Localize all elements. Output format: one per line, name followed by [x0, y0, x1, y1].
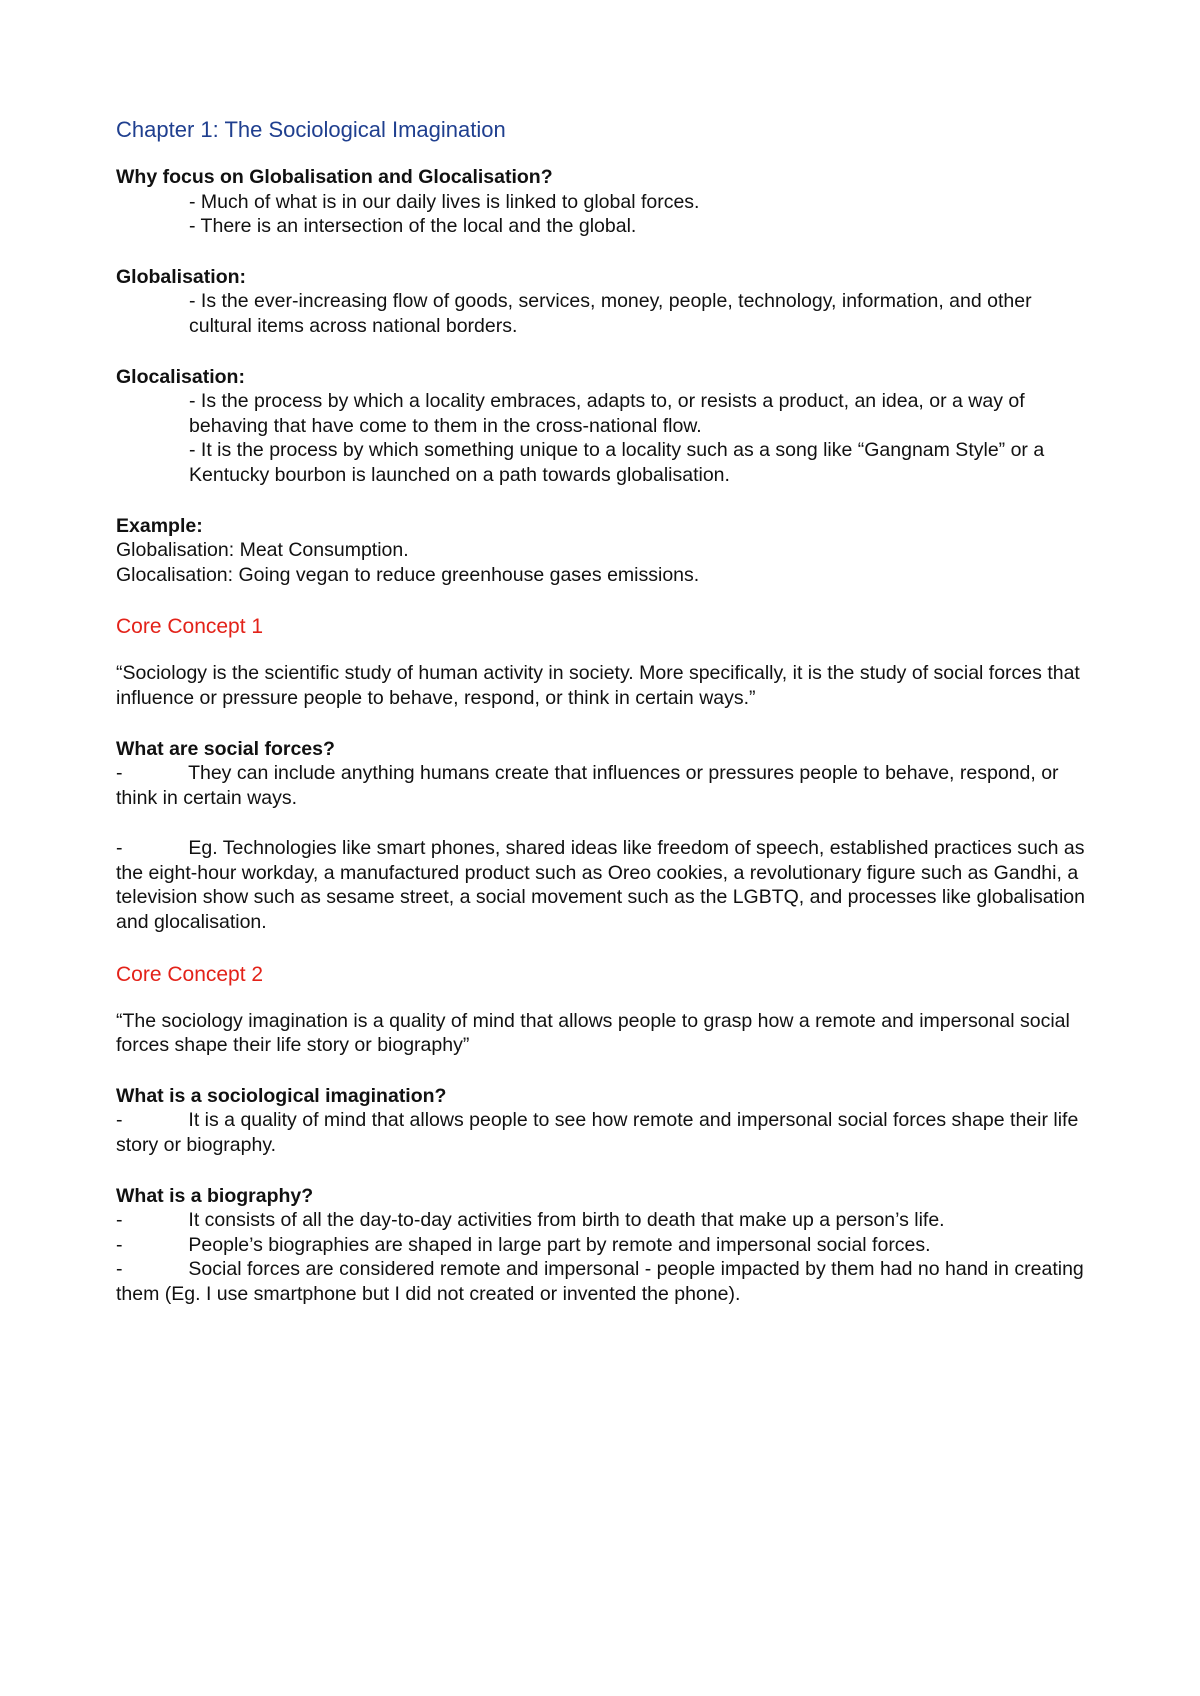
bullet-text: Eg. Technologies like smart phones, shared ideas like freedom of speech, established practices such as the eight-hour workday, a manufactured product such as Oreo cookies, a revolutionary figure such as Gandhi, a television show such as sesame street, a social movement such as the LGBTQ, and processes like globalisation and glocalisation. [116, 837, 1085, 934]
glocalisation-line-2: - It is the process by which something unique to a locality such as a song like “Gangnam Style” or a Kentucky bourbon is launched on a path towards globalisation. [189, 439, 1045, 486]
biography-bullet-1 [116, 1208, 1096, 1233]
biography-question: What is a biography? [116, 1184, 314, 1207]
document-page [116, 104, 1096, 1307]
bullet-dash: - [116, 1258, 123, 1281]
bullet-dash: - [116, 1233, 123, 1256]
bullet-dash: - [116, 1109, 123, 1132]
bullet-text: It consists of all the day-to-day activities from birth to death that make up a person’s life. [188, 1209, 945, 1232]
bullet-text: Social forces are considered remote and impersonal - people impacted by them had no hand in creating them (Eg. I use smartphone but I did not created or invented the phone). [116, 1258, 1084, 1305]
chapter-title: Chapter 1: The Sociological Imagination [116, 117, 506, 142]
why-focus-heading: Why focus on Globalisation and Glocalisation? [116, 166, 553, 188]
core-concept-1-title: Core Concept 1 [116, 615, 264, 639]
bullet-dash: - [116, 762, 123, 785]
core-concept-1-quote: “Sociology is the scientific study of human activity in society. More specifically, it is the study of social forces that influence or pressure people to behave, respond, or think in certain ways.” [116, 662, 1080, 709]
glocalisation-heading: Glocalisation: [116, 365, 245, 388]
example-line-1: Globalisation: Meat Consumption. [116, 539, 409, 562]
core-concept-2-title: Core Concept 2 [116, 962, 264, 986]
core-concept-2-quote: “The sociology imagination is a quality of mind that allows people to grasp how a remote and impersonal social forces shape their life story or biography” [116, 1009, 1070, 1057]
why-focus-line-2: - There is an intersection of the local and the global. [189, 215, 637, 238]
bullet-dash: - [116, 1209, 123, 1232]
bullet-text: People’s biographies are shaped in large part by remote and impersonal social forces. [188, 1233, 931, 1256]
social-forces-question: What are social forces? [116, 737, 335, 760]
social-forces-bullet-1 [116, 761, 1096, 810]
example-line-2: Glocalisation: Going vegan to reduce greenhouse gases emissions. [116, 563, 700, 586]
sociological-imagination-question: What is a sociological imagination? [116, 1084, 447, 1107]
globalisation-line-1: - Is the ever-increasing flow of goods, services, money, people, technology, information, and other cultural items across national borders. [189, 290, 1032, 337]
bullet-text: It is a quality of mind that allows people to see how remote and impersonal social forces shape their life story or biography. [116, 1109, 1079, 1157]
sociological-imagination-bullet-1 [116, 1108, 1096, 1157]
why-focus-line-1: - Much of what is in our daily lives is linked to global forces. [189, 190, 700, 213]
bullet-text: They can include anything humans create that influences or pressures people to behave, respond, or think in certain ways. [116, 762, 1059, 809]
biography-bullet-2 [116, 1233, 1096, 1258]
glocalisation-line-1: - Is the process by which a locality embraces, adapts to, or resists a product, an idea, or a way of behaving that have come to them in the cross-national flow. [189, 390, 1025, 437]
social-forces-bullet-2 [116, 836, 1096, 934]
example-heading: Example: [116, 514, 203, 537]
bullet-dash: - [116, 837, 123, 860]
biography-bullet-3 [116, 1257, 1096, 1306]
globalisation-heading: Globalisation: [116, 265, 247, 288]
